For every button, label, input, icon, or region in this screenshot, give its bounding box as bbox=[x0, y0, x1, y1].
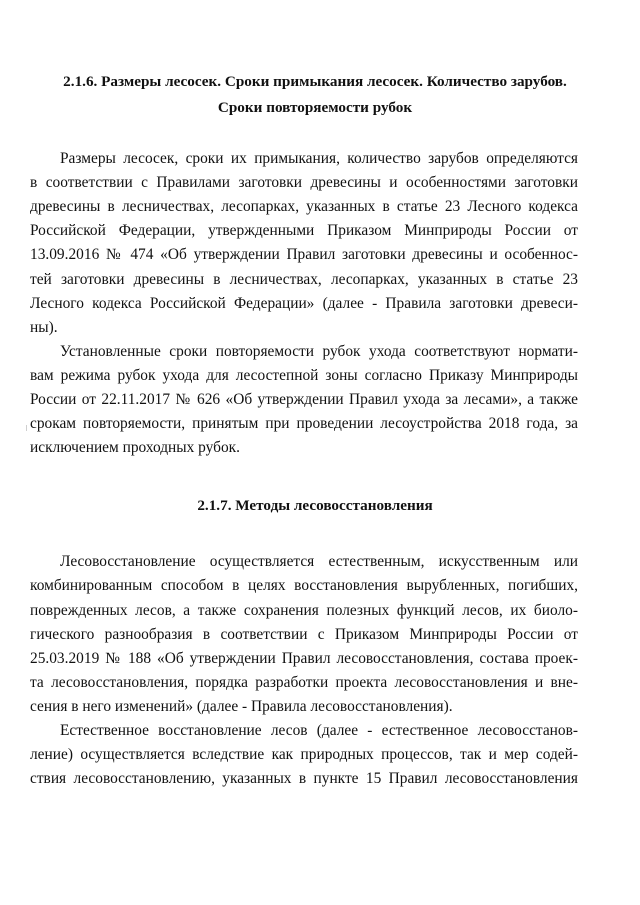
text-line: вам режима рубок ухода для лесостепной зоны согласно Приказу Минприроды bbox=[30, 367, 578, 384]
text-line: исключением проходных рубок. bbox=[30, 439, 240, 456]
text-line: ствия лесовосстановлению, указанных в пункте 15 Правил лесовосстановления bbox=[30, 770, 578, 787]
text-line: России от 22.11.2017 № 626 «Об утверждении Правил ухода за лесами», а также bbox=[30, 391, 578, 408]
text-line: срокам повторяемости, принятым при проведении лесоустройства 2018 года, за bbox=[30, 415, 578, 432]
text-line: Лесного кодекса Российской Федерации» (далее - Правила заготовки древеси- bbox=[30, 295, 578, 312]
text-line: Российской Федерации, утвержденными Приказом Минприроды России от bbox=[30, 222, 578, 239]
text-line: сения в него изменений» (далее - Правила лесовосстановления). bbox=[30, 698, 453, 715]
section-2-1-7-heading: 2.1.7. Методы лесовосстановления bbox=[197, 497, 433, 514]
text-line: Размеры лесосек, сроки их примыкания, количество зарубов определяются bbox=[60, 150, 578, 167]
text-line: тей заготовки древесины в лесничествах, лесопарках, указанных в статье 23 bbox=[30, 271, 578, 288]
section-2-1-6-heading-line-2: Сроки повторяемости рубок bbox=[217, 99, 413, 116]
text-line: ны). bbox=[30, 319, 58, 336]
text-line: ление) осуществляется вследствие как природных процессов, так и мер содей- bbox=[30, 746, 578, 763]
text-line: 13.09.2016 № 474 «Об утверждении Правил заготовки древесины и особеннос- bbox=[30, 246, 578, 263]
text-line: Естественное восстановление лесов (далее - естественное лесовосстанов- bbox=[60, 722, 578, 739]
text-line: в соответствии с Правилами заготовки древесины и особенностями заготовки bbox=[30, 174, 578, 191]
section-2-1-6-heading-line-1: 2.1.6. Размеры лесосек. Сроки примыкания лесосек. Количество зарубов. bbox=[63, 73, 567, 90]
text-line: комбинированным способом в целях восстановления вырубленных, погибших, bbox=[30, 577, 578, 594]
text-line: Лесовосстановление осуществляется естественным, искусственным или bbox=[60, 553, 578, 570]
text-line: древесины в лесничествах, лесопарках, указанных в статье 23 Лесного кодекса bbox=[30, 198, 578, 215]
text-line: 25.03.2019 № 188 «Об утверждении Правил лесовосстановления, состава проек- bbox=[30, 650, 578, 667]
text-line: поврежденных лесов, а также сохранения полезных функций лесов, их биоло- bbox=[30, 602, 578, 619]
text-line: та лесовосстановления, порядка разработки проекта лесовосстановления и вне- bbox=[30, 674, 578, 691]
scan-artifact bbox=[26, 425, 27, 431]
text-line: Установленные сроки повторяемости рубок ухода соответствуют нормати- bbox=[60, 343, 578, 360]
text-line: гического разнообразия в соответствии с Приказом Минприроды России от bbox=[30, 626, 578, 643]
